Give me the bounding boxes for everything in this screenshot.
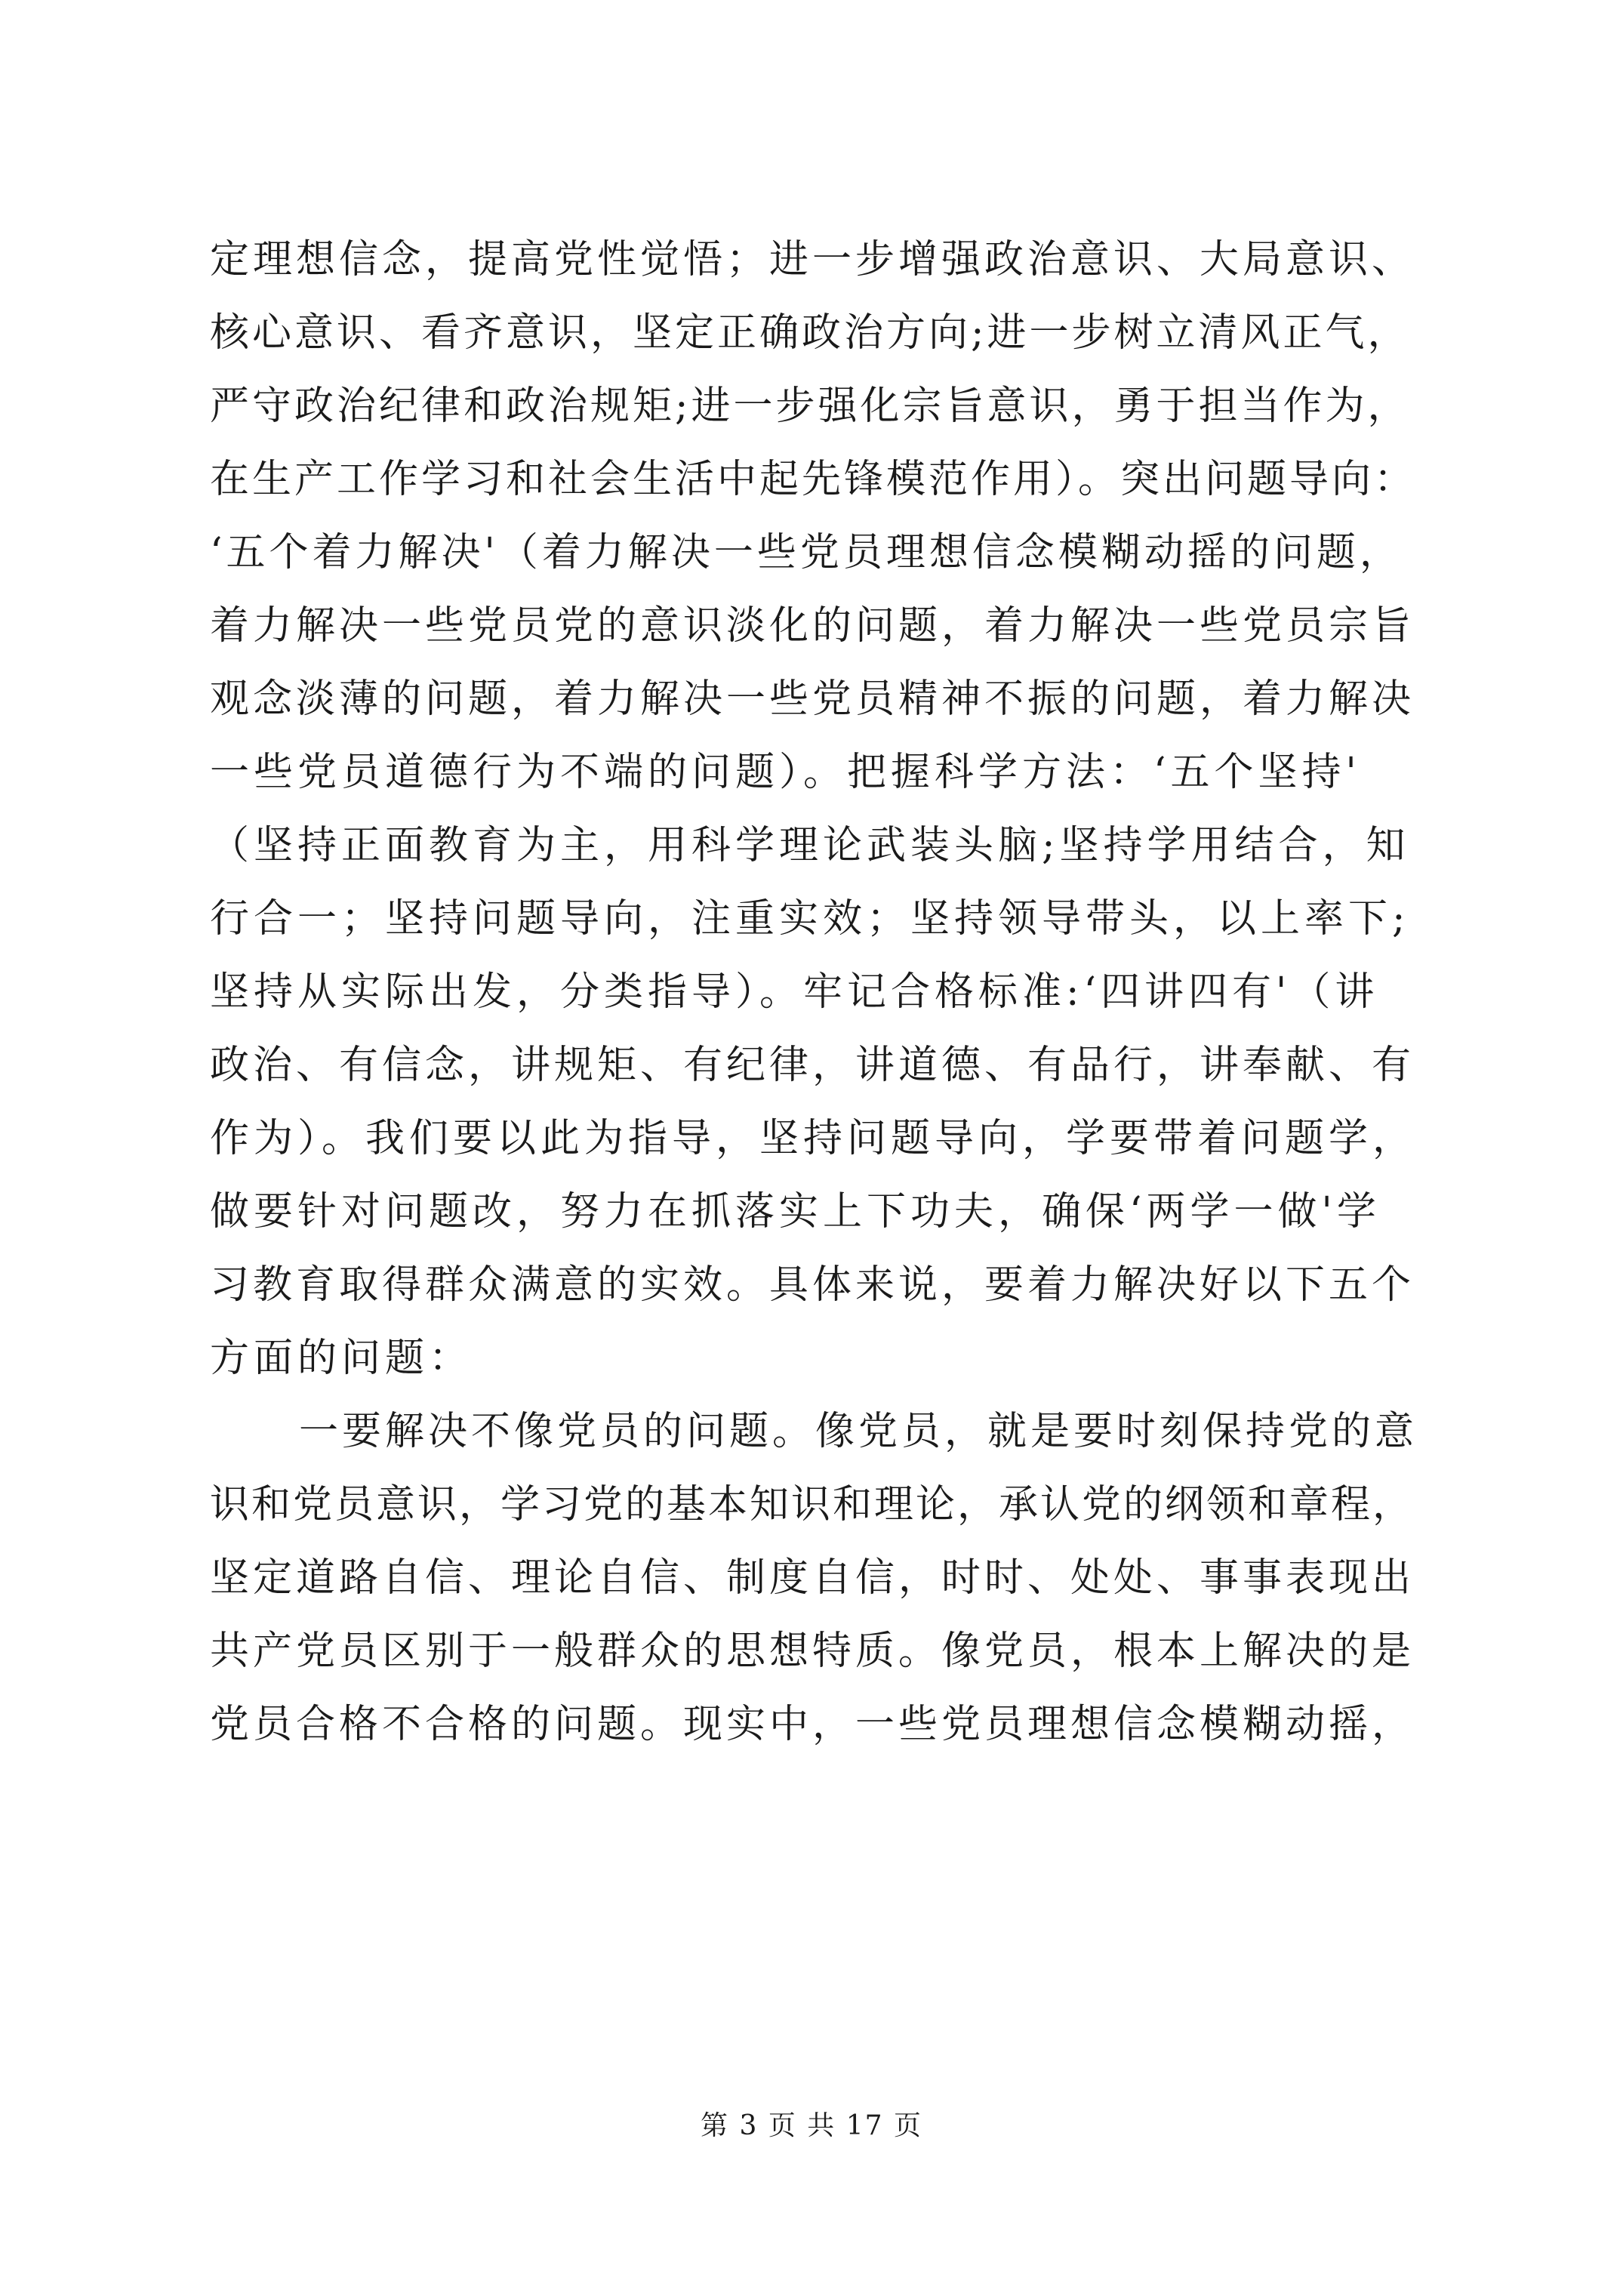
text-line: 着力解决一些党员党的意识淡化的问题，着力解决一些党员宗旨: [210, 603, 1415, 649]
text-line: 识和党员意识，学习党的基本知识和理论，承认党的纲领和章程，: [210, 1482, 1415, 1527]
text-line: 政治、有信念，讲规矩、有纪律，讲道德、有品行，讲奉献、有: [210, 1043, 1415, 1088]
text-line: ‘五个着力解决'（着力解决一些党员理想信念模糊动摇的问题，: [210, 530, 1403, 575]
text-line: 定理想信念，提高党性觉悟；进一步增强政治意识、大局意识、: [210, 237, 1415, 282]
text-line: 做要针对问题改，努力在抓落实上下功夫，确保‘两学一做'学: [210, 1189, 1381, 1234]
text-line: 行合一；坚持问题导向，注重实效；坚持领导带头，以上率下;: [210, 896, 1410, 942]
text-line: 坚持从实际出发，分类指导）。牢记合格标准:‘四讲四有'（讲: [210, 969, 1379, 1015]
text-line: 党员合格不合格的问题。现实中，一些党员理想信念模糊动摇，: [210, 1702, 1415, 1747]
text-line: 方面的问题：: [210, 1336, 473, 1381]
text-line: 作为）。我们要以此为指导，坚持问题导向，学要带着问题学，: [210, 1116, 1417, 1161]
text-line: 严守政治纪律和政治规矩;进一步强化宗旨意识，勇于担当作为，: [210, 384, 1410, 429]
text-line: 核心意识、看齐意识，坚定正确政治方向;进一步树立清风正气，: [210, 310, 1410, 356]
text-line: （坚持正面教育为主，用科学理论武装头脑;坚持学用结合，知: [210, 823, 1410, 868]
body-text: [210, 223, 1418, 1761]
text-line: 观念淡薄的问题，着力解决一些党员精神不振的问题，着力解决: [210, 676, 1415, 722]
text-line: 坚定道路自信、理论自信、制度自信，时时、处处、事事表现出: [210, 1555, 1415, 1601]
text-line: 习教育取得群众满意的实效。具体来说，要着力解决好以下五个: [210, 1262, 1415, 1308]
text-line: 共产党员区别于一般群众的思想特质。像党员，根本上解决的是: [210, 1629, 1415, 1674]
paragraph-start-line: 一要解决不像党员的问题。像党员，就是要时刻保持党的意: [299, 1409, 1418, 1454]
text-line: 在生产工作学习和社会生活中起先锋模范作用）。突出问题导向：: [210, 457, 1417, 502]
page-number-footer: 第 3 页 共 17 页: [701, 2110, 922, 2141]
text-line: 一些党员道德行为不端的问题）。把握科学方法：‘五个坚持': [210, 750, 1361, 795]
